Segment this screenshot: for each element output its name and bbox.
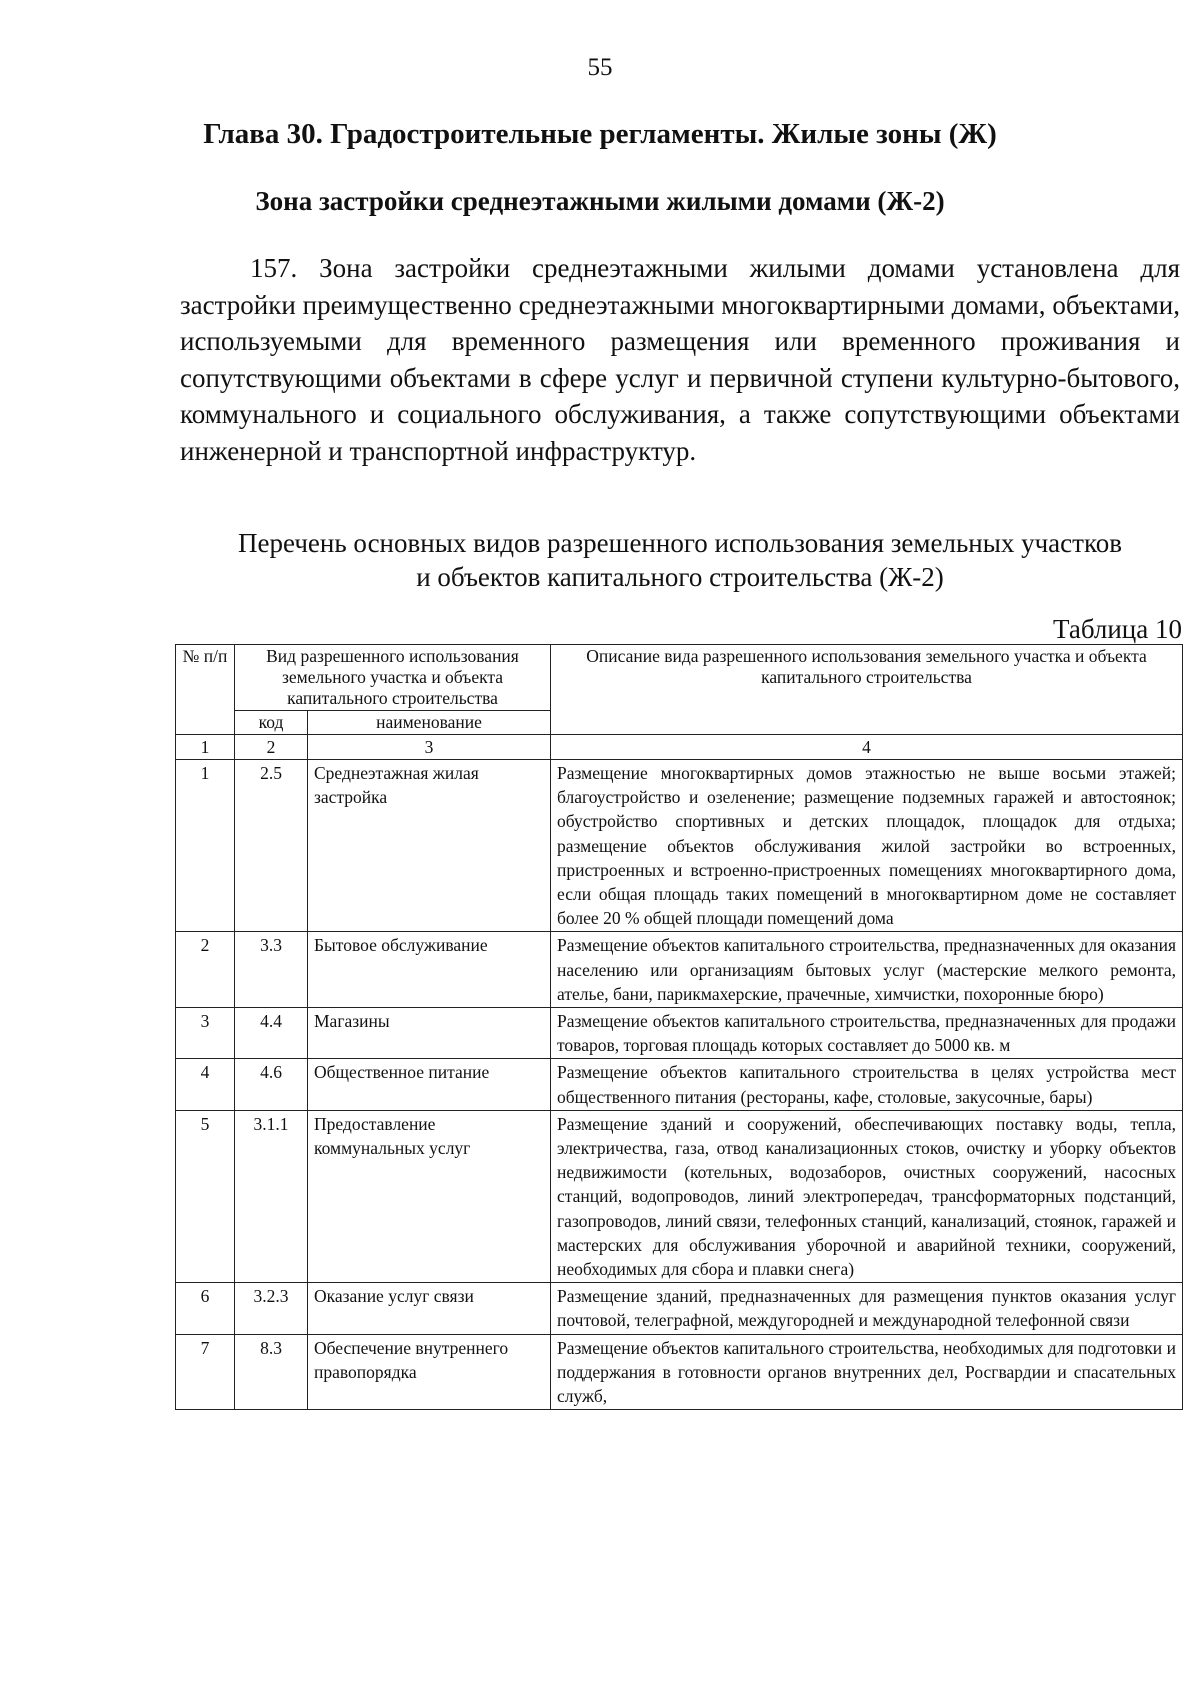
row-number: 2 <box>176 932 235 1008</box>
row-number: 1 <box>176 760 235 932</box>
row-name: Оказание услуг связи <box>308 1283 551 1334</box>
row-code: 2.5 <box>235 760 308 932</box>
row-description: Размещение объектов капитального строительства, необходимых для подготовки и поддержания в готовности органов внутренних дел, Росгвардии и спасательных служб, <box>551 1334 1183 1410</box>
list-title-line2: и объектов капитального строительства (Ж-2) <box>416 562 944 592</box>
column-number: 3 <box>308 735 551 760</box>
row-code: 4.6 <box>235 1059 308 1110</box>
table-label: Таблица 10 <box>1053 614 1182 644</box>
list-title <box>175 526 1185 594</box>
column-number: 1 <box>176 735 235 760</box>
row-description: Размещение многоквартирных домов этажностью не выше восьми этажей; благоустройство и озеленение; размещение подземных гаражей и автостоянок; обустройство спортивных и детских площадок, площадок для отдыха; размещение объектов обслуживания жилой застройки во встроенных, пристроенных и встроенно-пристроенных помещениях многоквартирного дома, если общая площадь таких помещений в многоквартирном доме не составляет более 20 % общей площади помещений дома <box>551 760 1183 932</box>
table-row <box>176 932 1183 1008</box>
row-number: 5 <box>176 1110 235 1282</box>
row-number: 3 <box>176 1008 235 1059</box>
row-name: Обеспечение внутреннего правопорядка <box>308 1334 551 1410</box>
table-row <box>176 1334 1183 1410</box>
table-row <box>176 1008 1183 1059</box>
row-code: 4.4 <box>235 1008 308 1059</box>
column-numbers-row <box>176 735 1183 760</box>
row-number: 6 <box>176 1283 235 1334</box>
row-number: 4 <box>176 1059 235 1110</box>
row-code: 8.3 <box>235 1334 308 1410</box>
header-name: наименование <box>308 711 551 735</box>
row-description: Размещение объектов капитального строительства, предназначенных для продажи товаров, торговая площадь которых составляет до 5000 кв. м <box>551 1008 1183 1059</box>
column-number: 4 <box>551 735 1183 760</box>
row-code: 3.3 <box>235 932 308 1008</box>
paragraph-157: 157. Зона застройки среднеэтажными жилыми домами установлена для застройки преимущественно среднеэтажными многоквартирными домами, объектами, используемыми для временного размещения или временного проживания и сопутствующими объектами в сфере услуг и первичной ступени культурно-бытового, коммунального и социального обслуживания, а также сопутствующими объектами инженерной и транспортной инфраструктур. <box>180 253 1180 466</box>
chapter-title: Глава 30. Градостроительные регламенты. Жилые зоны (Ж) <box>203 118 997 150</box>
page-number: 55 <box>587 54 613 81</box>
list-title-line1: Перечень основных видов разрешенного использования земельных участков <box>238 528 1122 558</box>
row-name: Бытовое обслуживание <box>308 932 551 1008</box>
row-name: Предоставление коммунальных услуг <box>308 1110 551 1282</box>
permitted-use-table <box>175 644 1183 1410</box>
column-number: 2 <box>235 735 308 760</box>
table-header-row <box>176 645 1183 711</box>
row-description: Размещение объектов капитального строительства, предназначенных для оказания населению или организациям бытовых услуг (мастерские мелкого ремонта, ателье, бани, парикмахерские, прачечные, химчистки, похоронные бюро) <box>551 932 1183 1008</box>
header-no: № п/п <box>176 645 235 735</box>
row-code: 3.1.1 <box>235 1110 308 1282</box>
table-row <box>176 760 1183 932</box>
row-name: Магазины <box>308 1008 551 1059</box>
table-row <box>176 1110 1183 1282</box>
table-row <box>176 1283 1183 1334</box>
header-kind: Вид разрешенного использования земельного участка и объекта капитального строительства <box>235 645 551 711</box>
header-desc: Описание вида разрешенного использования земельного участка и объекта капитального строительства <box>551 645 1183 735</box>
row-name: Общественное питание <box>308 1059 551 1110</box>
row-name: Среднеэтажная жилая застройка <box>308 760 551 932</box>
row-description: Размещение объектов капитального строительства в целях устройства мест общественного питания (рестораны, кафе, столовые, закусочные, бары) <box>551 1059 1183 1110</box>
row-number: 7 <box>176 1334 235 1410</box>
table-row <box>176 1059 1183 1110</box>
row-description: Размещение зданий, предназначенных для размещения пунктов оказания услуг почтовой, телеграфной, междугородней и международной телефонной связи <box>551 1283 1183 1334</box>
zone-title: Зона застройки среднеэтажными жилыми домами (Ж-2) <box>255 186 945 216</box>
row-code: 3.2.3 <box>235 1283 308 1334</box>
row-description: Размещение зданий и сооружений, обеспечивающих поставку воды, тепла, электричества, газа, отвод канализационных стоков, очистку и уборку объектов недвижимости (котельных, водозаборов, очистных сооружений, насосных станций, водопроводов, линий электропередач, трансформаторных подстанций, газопроводов, линий связи, телефонных станций, канализаций, стоянок, гаражей и мастерских для обслуживания уборочной и аварийной техники, сооружений, необходимых для сбора и плавки снега) <box>551 1110 1183 1282</box>
header-code: код <box>235 711 308 735</box>
